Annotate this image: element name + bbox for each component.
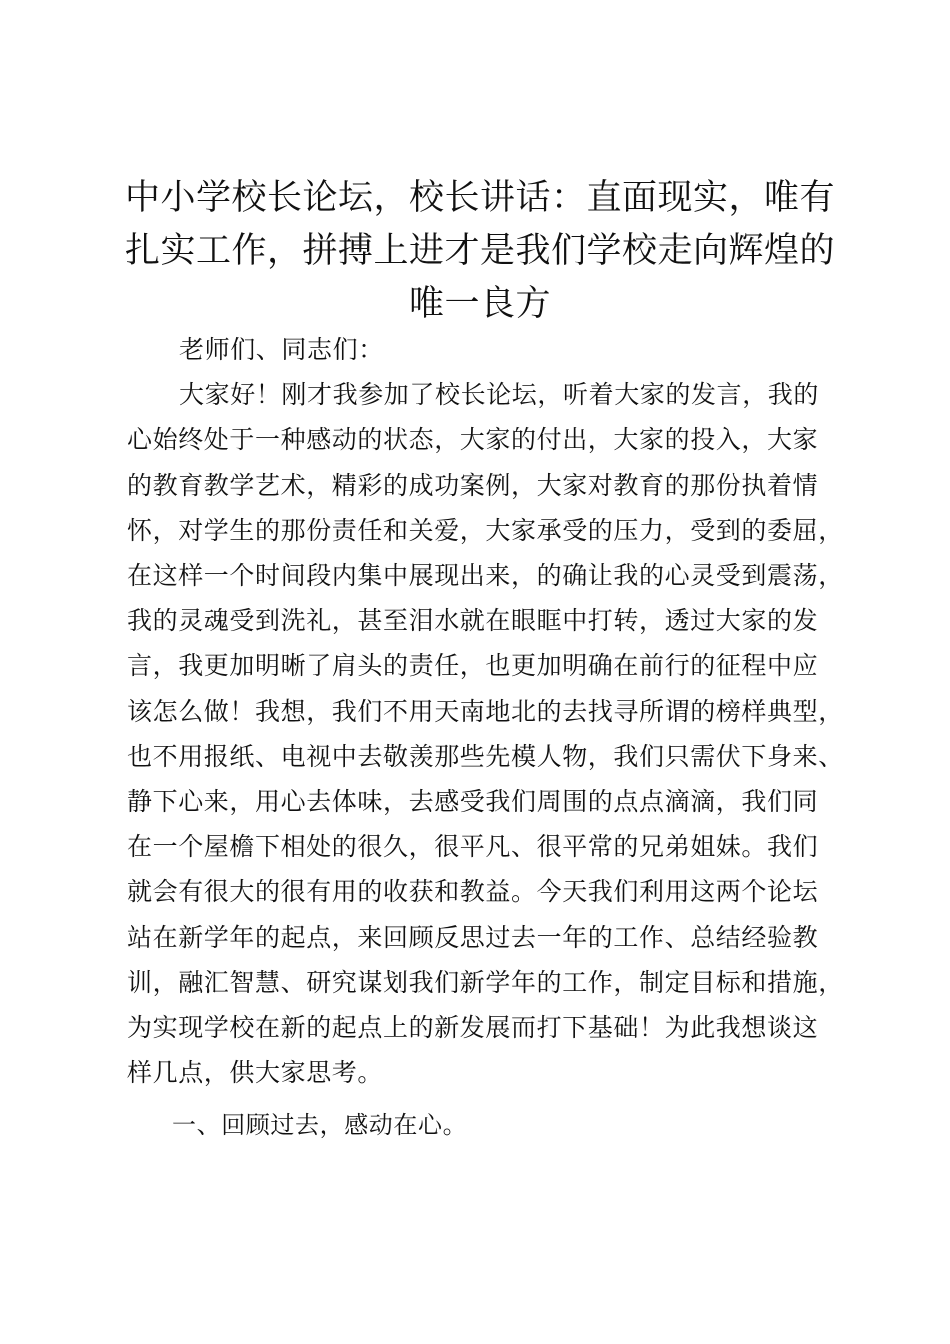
paragraph-line: 样几点，供大家思考。: [127, 1058, 384, 1088]
paragraph-line: 心始终处于一种感动的状态，大家的付出，大家的投入，大家: [127, 425, 819, 455]
paragraph-line: 也不用报纸、电视中去敬羡那些先模人物，我们只需伏下身来、: [127, 741, 844, 771]
paragraph-line: 言，我更加明晰了肩头的责任，也更加明确在前行的征程中应: [127, 651, 819, 681]
paragraph-line: 在这样一个时间段内集中展现出来，的确让我的心灵受到震荡，: [127, 561, 844, 591]
paragraph-line: 该怎么做！我想，我们不用天南地北的去找寻所谓的榜样典型，: [127, 696, 844, 726]
paragraph-line: 怀，对学生的那份责任和关爱，大家承受的压力，受到的委屈，: [127, 515, 844, 545]
paragraph-line: 大家好！刚才我参加了校长论坛，听着大家的发言，我的: [179, 380, 820, 410]
paragraph-line: 的教育教学艺术，精彩的成功案例，大家对教育的那份执着情: [127, 470, 819, 500]
title-line: 扎实工作，拼搏上进才是我们学校走向辉煌的: [124, 231, 835, 271]
paragraph-line: 训，融汇智慧、研究谋划我们新学年的工作，制定目标和措施，: [127, 967, 844, 997]
paragraph-line: 静下心来，用心去体味，去感受我们周围的点点滴滴，我们同: [127, 787, 819, 817]
paragraph-line: 为实现学校在新的起点上的新发展而打下基础！为此我想谈这: [127, 1013, 819, 1043]
paragraph-line: 站在新学年的起点，来回顾反思过去一年的工作、总结经验教: [127, 922, 819, 952]
paragraph-line: 在一个屋檐下相处的很久，很平凡、很平常的兄弟姐妹。我们: [127, 832, 819, 862]
salutation: 老师们、同志们：: [179, 335, 384, 364]
section-heading: 一、回顾过去，感动在心。: [172, 1111, 468, 1140]
document-body: [127, 327, 844, 1149]
opening-paragraph: [127, 372, 844, 1095]
paragraph-line: 我的灵魂受到洗礼，甚至泪水就在眼眶中打转，透过大家的发: [127, 606, 819, 636]
document-title: [118, 172, 842, 331]
title-line: 中小学校长论坛，校长讲话：直面现实，唯有: [124, 178, 835, 218]
title-line: 唯一良方: [408, 284, 551, 324]
paragraph-line: 就会有很大的很有用的收获和教益。今天我们利用这两个论坛: [127, 877, 819, 907]
